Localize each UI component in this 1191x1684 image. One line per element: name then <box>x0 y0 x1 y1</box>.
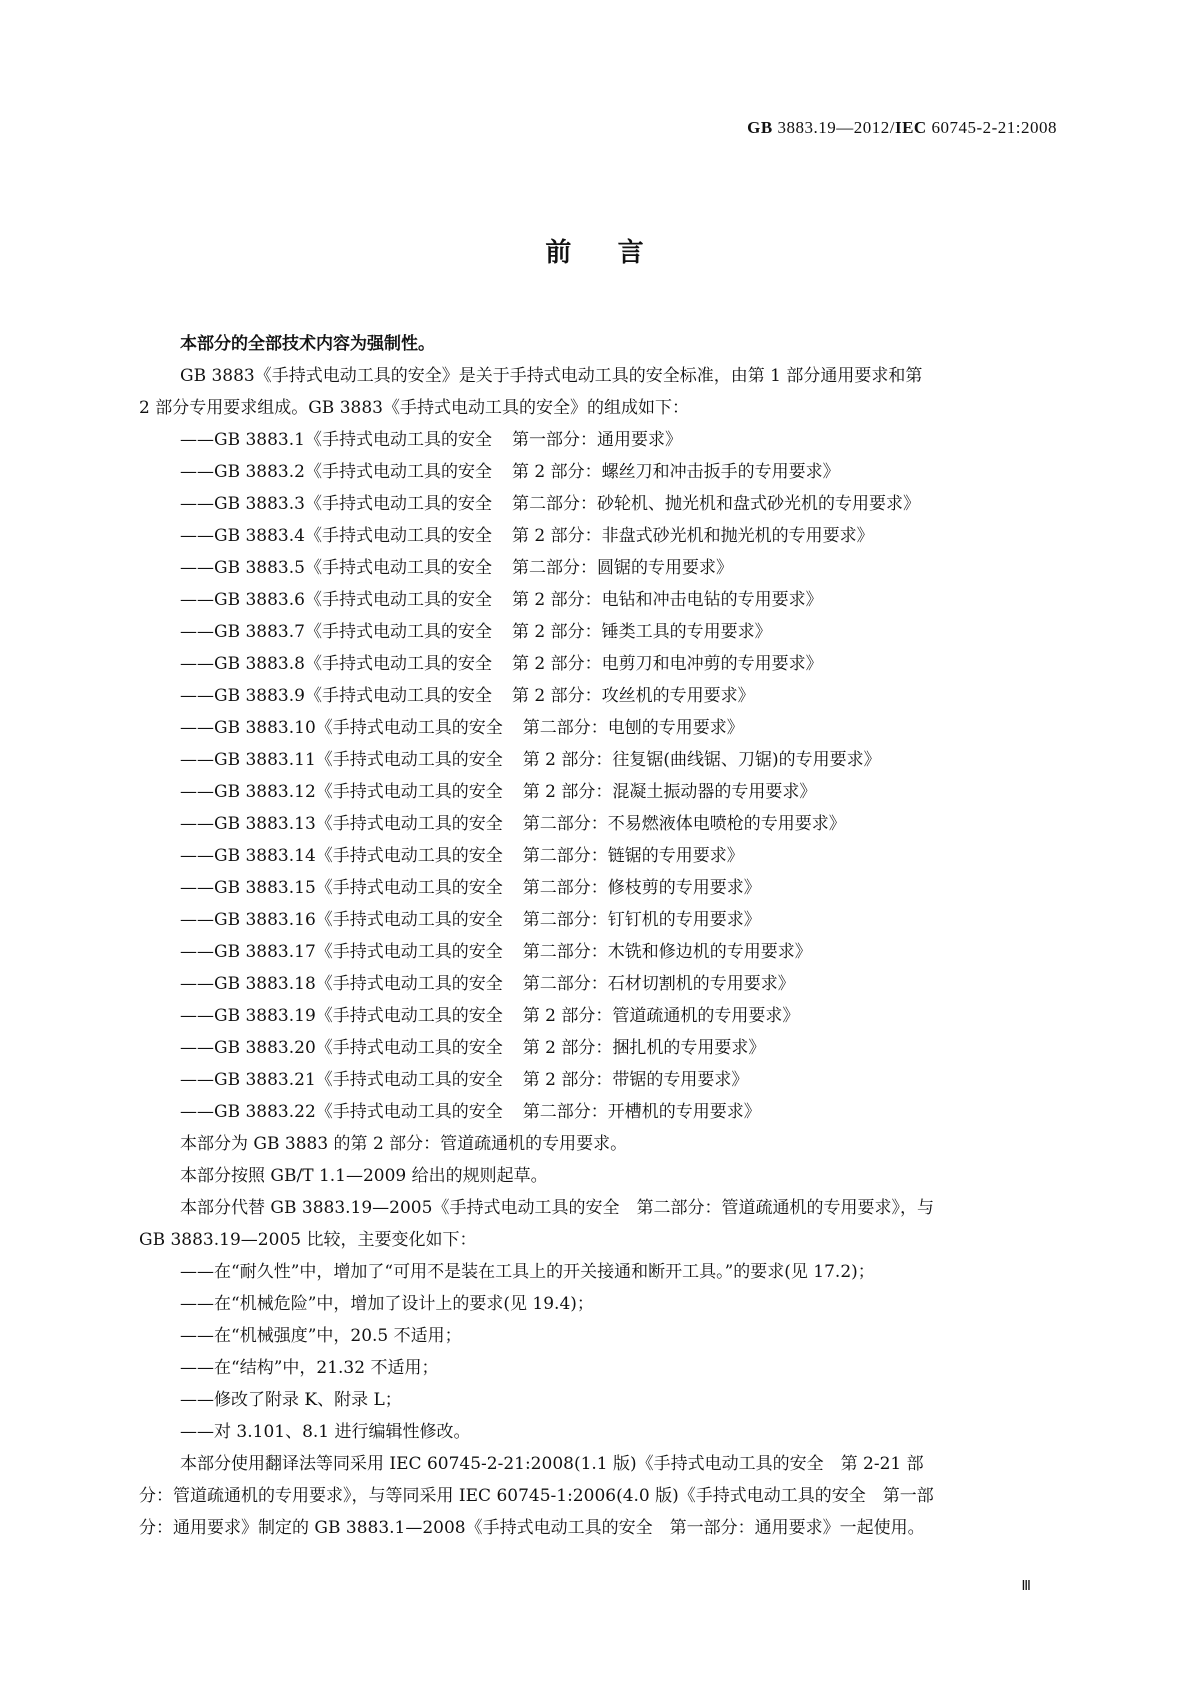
part-subtitle: 第 2 部分：往复锯(曲线锯、刀锯)的专用要求》 <box>522 750 881 770</box>
part-standard-title: ——GB 3883.2《手持式电动工具的安全 <box>180 462 492 482</box>
part-list-item <box>180 1032 1064 1064</box>
mandatory-statement: 本部分的全部技术内容为强制性。 <box>180 334 435 354</box>
part-list-item <box>180 776 1064 808</box>
drafting-rules-statement: 本部分按照 GB/T 1.1—2009 给出的规则起草。 <box>180 1166 548 1186</box>
part-list-item <box>180 744 1064 776</box>
part-standard-title: ——GB 3883.21《手持式电动工具的安全 <box>180 1070 503 1090</box>
part-list-item <box>180 520 1064 552</box>
replaces-line-2: GB 3883.19—2005 比较，主要变化如下： <box>139 1230 477 1250</box>
part-standard-title: ——GB 3883.6《手持式电动工具的安全 <box>180 590 492 610</box>
part-list-item <box>180 552 1064 584</box>
part-list-item <box>180 968 1064 1000</box>
part-subtitle: 第 2 部分：电钻和冲击电钻的专用要求》 <box>511 590 823 610</box>
page-number: Ⅲ <box>1021 1579 1031 1594</box>
part-list-item <box>180 648 1064 680</box>
part-standard-title: ——GB 3883.16《手持式电动工具的安全 <box>180 910 503 930</box>
part-subtitle: 第二部分：开槽机的专用要求》 <box>522 1102 761 1122</box>
std-gb-prefix: GB <box>747 118 773 137</box>
changes-list <box>180 1256 1064 1448</box>
part-subtitle: 第 2 部分：带锯的专用要求》 <box>522 1070 749 1090</box>
std-iec-number: 60745-2-21:2008 <box>926 118 1057 137</box>
replaces-line-1: 本部分代替 GB 3883.19—2005《手持式电动工具的安全 第二部分：管道疏通机的专用要求》，与 <box>180 1198 934 1218</box>
part-standard-title: ——GB 3883.19《手持式电动工具的安全 <box>180 1006 503 1026</box>
change-list-item: ——修改了附录 K、附录 L； <box>180 1390 402 1410</box>
part-standard-title: ——GB 3883.9《手持式电动工具的安全 <box>180 686 492 706</box>
part-subtitle: 第二部分：圆锯的专用要求》 <box>511 558 733 578</box>
part-subtitle: 第二部分：砂轮机、抛光机和盘式砂光机的专用要求》 <box>511 494 920 514</box>
part-standard-title: ——GB 3883.18《手持式电动工具的安全 <box>180 974 503 994</box>
part-list-item <box>180 424 1064 456</box>
part-subtitle: 第二部分：链锯的专用要求》 <box>522 846 744 866</box>
part-standard-title: ——GB 3883.10《手持式电动工具的安全 <box>180 718 503 738</box>
part-subtitle: 第 2 部分：混凝土振动器的专用要求》 <box>522 782 817 802</box>
part-standard-title: ——GB 3883.12《手持式电动工具的安全 <box>180 782 503 802</box>
part-list-item <box>180 1096 1064 1128</box>
std-iec-prefix: IEC <box>894 118 927 137</box>
part-subtitle: 第 2 部分：锤类工具的专用要求》 <box>511 622 772 642</box>
part-standard-title: ——GB 3883.3《手持式电动工具的安全 <box>180 494 492 514</box>
standard-number <box>747 118 1057 138</box>
part-list-item <box>180 456 1064 488</box>
part-subtitle: 第一部分：通用要求》 <box>511 430 682 450</box>
part-standard-title: ——GB 3883.22《手持式电动工具的安全 <box>180 1102 503 1122</box>
part-subtitle: 第 2 部分：电剪刀和电冲剪的专用要求》 <box>511 654 823 674</box>
change-list-item: ——对 3.101、8.1 进行编辑性修改。 <box>180 1422 471 1442</box>
part-subtitle: 第二部分：电刨的专用要求》 <box>522 718 744 738</box>
iec-line-1: 本部分使用翻译法等同采用 IEC 60745-2-21:2008(1.1 版)《手持式电动工具的安全 第 2-21 部 <box>180 1454 924 1474</box>
iec-line-2: 分：管道疏通机的专用要求》，与等同采用 IEC 60745-1:2006(4.0 版)《手持式电动工具的安全 第一部 <box>139 1486 934 1506</box>
part-subtitle: 第 2 部分：捆扎机的专用要求》 <box>522 1038 766 1058</box>
part-list-item <box>180 1064 1064 1096</box>
part-standard-title: ——GB 3883.20《手持式电动工具的安全 <box>180 1038 503 1058</box>
part-subtitle: 第 2 部分：管道疏通机的专用要求》 <box>522 1006 800 1026</box>
part-subtitle: 第 2 部分：非盘式砂光机和抛光机的专用要求》 <box>511 526 874 546</box>
change-list-item: ——在“机械危险”中，增加了设计上的要求(见 19.4)； <box>180 1294 594 1314</box>
part-subtitle: 第二部分：钉钉机的专用要求》 <box>522 910 761 930</box>
part-standard-title: ——GB 3883.1《手持式电动工具的安全 <box>180 430 492 450</box>
part-subtitle: 第二部分：木铣和修边机的专用要求》 <box>522 942 812 962</box>
page-title: 前 言 <box>545 238 646 268</box>
part-subtitle: 第二部分：石材切割机的专用要求》 <box>522 974 795 994</box>
part-list-item <box>180 904 1064 936</box>
part-list-item <box>180 840 1064 872</box>
intro-line-1: GB 3883《手持式电动工具的安全》是关于手持式电动工具的安全标准，由第 1 部分通用要求和第 <box>180 366 923 386</box>
part-list-item <box>180 584 1064 616</box>
part-list-item <box>180 872 1064 904</box>
part-standard-title: ——GB 3883.15《手持式电动工具的安全 <box>180 878 503 898</box>
part-list-item <box>180 712 1064 744</box>
iec-line-3: 分：通用要求》制定的 GB 3883.1—2008《手持式电动工具的安全 第一部分：通用要求》一起使用。 <box>139 1518 925 1538</box>
part-standard-title: ——GB 3883.7《手持式电动工具的安全 <box>180 622 492 642</box>
part-subtitle: 第二部分：不易燃液体电喷枪的专用要求》 <box>522 814 846 834</box>
part-subtitle: 第二部分：修枝剪的专用要求》 <box>522 878 761 898</box>
foreword-body <box>139 328 1064 1544</box>
part-subtitle: 第 2 部分：攻丝机的专用要求》 <box>511 686 755 706</box>
part-list-item <box>180 808 1064 840</box>
part-standard-title: ——GB 3883.11《手持式电动工具的安全 <box>180 750 503 770</box>
part-subtitle: 第 2 部分：螺丝刀和冲击扳手的专用要求》 <box>511 462 840 482</box>
change-list-item: ——在“耐久性”中，增加了“可用不是装在工具上的开关接通和断开工具。”的要求(见 17.2)； <box>180 1262 875 1282</box>
parts-list <box>180 424 1064 1128</box>
intro-line-2: 2 部分专用要求组成。GB 3883《手持式电动工具的安全》的组成如下： <box>139 398 689 418</box>
part-list-item <box>180 680 1064 712</box>
change-list-item: ——在“结构”中，21.32 不适用； <box>180 1358 439 1378</box>
part-standard-title: ——GB 3883.13《手持式电动工具的安全 <box>180 814 503 834</box>
part-list-item <box>180 616 1064 648</box>
part-standard-title: ——GB 3883.8《手持式电动工具的安全 <box>180 654 492 674</box>
part-standard-title: ——GB 3883.5《手持式电动工具的安全 <box>180 558 492 578</box>
part-list-item <box>180 1000 1064 1032</box>
std-gb-number: 3883.19—2012/ <box>772 118 895 137</box>
this-part-statement: 本部分为 GB 3883 的第 2 部分：管道疏通机的专用要求。 <box>180 1134 628 1154</box>
part-standard-title: ——GB 3883.14《手持式电动工具的安全 <box>180 846 503 866</box>
part-list-item <box>180 488 1064 520</box>
part-standard-title: ——GB 3883.4《手持式电动工具的安全 <box>180 526 492 546</box>
part-standard-title: ——GB 3883.17《手持式电动工具的安全 <box>180 942 503 962</box>
change-list-item: ——在“机械强度”中，20.5 不适用； <box>180 1326 462 1346</box>
part-list-item <box>180 936 1064 968</box>
